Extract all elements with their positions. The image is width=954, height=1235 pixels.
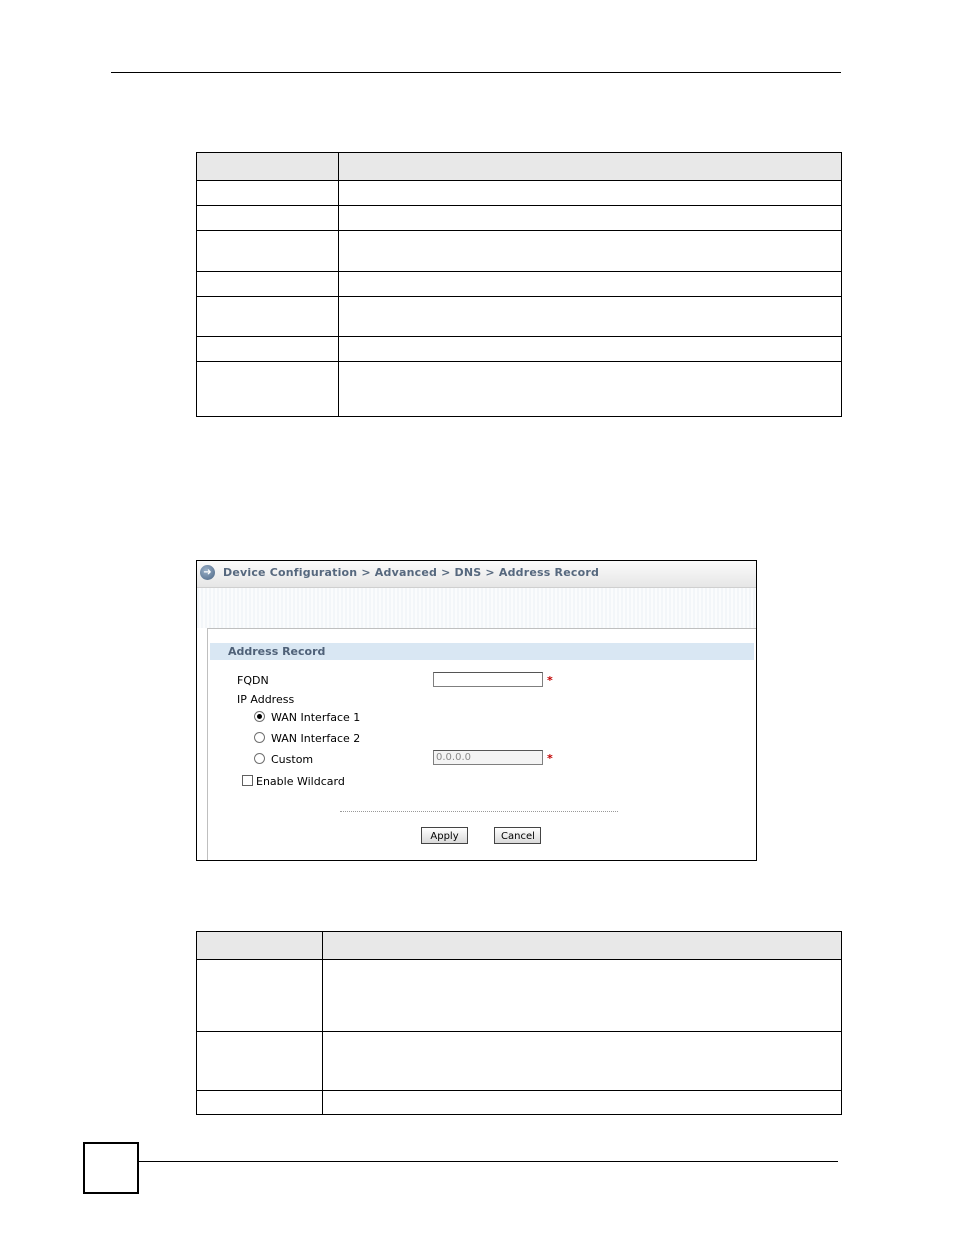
upper-table [196, 152, 842, 417]
address-record-panel [207, 628, 757, 861]
breadcrumb-bar [197, 561, 756, 588]
divider [340, 811, 618, 812]
toolbar-area [197, 588, 756, 628]
cancel-button[interactable]: Cancel [494, 827, 541, 844]
table-row [197, 960, 842, 1032]
enable-wildcard-checkbox[interactable] [242, 775, 253, 786]
table-row [197, 1091, 842, 1115]
table-row [197, 337, 842, 362]
table-row [197, 231, 842, 272]
fqdn-label: FQDN [237, 674, 269, 687]
enable-wildcard-label: Enable Wildcard [256, 775, 345, 788]
table-row [197, 297, 842, 337]
breadcrumb: Device Configuration > Advanced > DNS > Address Record [223, 566, 600, 579]
custom-required-mark: * [547, 752, 553, 765]
custom-label: Custom [271, 753, 314, 766]
wan-interface-1-label: WAN Interface 1 [271, 711, 361, 724]
panel-header [210, 643, 754, 660]
ip-address-label: IP Address [237, 693, 295, 706]
wan-interface-1-radio[interactable] [254, 711, 265, 722]
custom-ip-input[interactable] [433, 750, 543, 765]
table-row [197, 272, 842, 297]
table-header-row [197, 932, 842, 960]
table-row [197, 181, 842, 206]
footer-rule [139, 1161, 838, 1162]
apply-button[interactable]: Apply [421, 827, 468, 844]
wan-interface-2-radio[interactable] [254, 732, 265, 743]
header-rule [111, 72, 841, 73]
page-number-box [83, 1142, 139, 1194]
fqdn-input[interactable] [433, 672, 543, 687]
table-row [197, 1032, 842, 1091]
fqdn-required-mark: * [547, 674, 553, 687]
table-row [197, 362, 842, 417]
lower-table [196, 931, 842, 1115]
panel-title: Address Record [228, 645, 326, 658]
table-header-row [197, 153, 842, 181]
wan-interface-2-label: WAN Interface 2 [271, 732, 361, 745]
address-record-screenshot [196, 560, 757, 861]
arrow-circle-icon: ➜ [200, 565, 215, 580]
table-row [197, 206, 842, 231]
custom-radio[interactable] [254, 753, 265, 764]
